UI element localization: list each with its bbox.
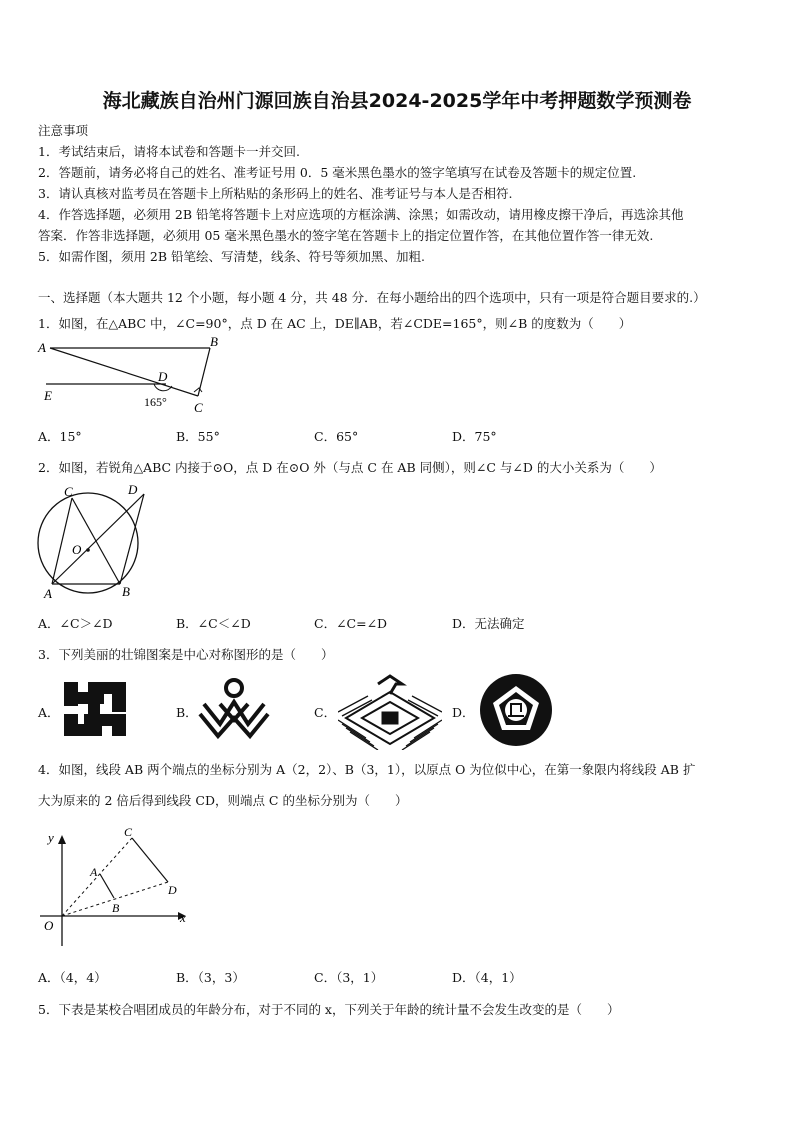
option-b: B． bbox=[176, 705, 198, 720]
label-x: x bbox=[180, 910, 186, 925]
label-a: A bbox=[44, 586, 52, 601]
option-d: D．无法确定 bbox=[452, 616, 525, 631]
note-item: 4．作答选择题，必须用 2B 铅笔将答题卡上对应选项的方框涂满、涂黑；如需改动，请用橡皮擦干净后，再选涂其他 bbox=[38, 207, 684, 222]
option-a: A． bbox=[38, 705, 60, 720]
question-3-stem: 3．下列美丽的壮锦图案是中心对称图形的是（ ） bbox=[38, 647, 334, 662]
question-1-figure bbox=[36, 334, 226, 414]
note-item: 答案．作答非选择题，必须用 05 毫米黑色墨水的签字笔在答题卡上的指定位置作答，在其他位置作答一律无效. bbox=[38, 228, 654, 243]
note-item: 5．如需作图，须用 2B 铅笔绘、写清楚，线条、符号等须加黑、加粗. bbox=[38, 249, 426, 264]
notes-heading: 注意事项 bbox=[38, 123, 89, 138]
section-heading: 一、选择题（本大题共 12 个小题，每小题 4 分，共 48 分．在每小题给出的四个选项中，只有一项是符合题目要求的.） bbox=[38, 290, 706, 305]
label-y: y bbox=[48, 830, 54, 845]
question-4-stem-line2: 大为原来的 2 倍后得到线段 CD，则端点 C 的坐标分别为（ ） bbox=[38, 793, 408, 808]
question-4-figure bbox=[36, 822, 196, 950]
label-d: D bbox=[168, 883, 177, 897]
label-d: D bbox=[158, 369, 168, 384]
question-2-figure bbox=[32, 480, 152, 602]
option-d: D． bbox=[452, 705, 475, 720]
label-b: B bbox=[122, 584, 130, 599]
label-o: O bbox=[44, 918, 54, 933]
label-o: O bbox=[72, 542, 82, 557]
option-b: B．（3，3） bbox=[176, 970, 245, 985]
label-a: A bbox=[38, 340, 46, 355]
option-b: B．55° bbox=[176, 429, 220, 444]
option-a: A．（4，4） bbox=[38, 970, 107, 985]
pattern-b-image bbox=[196, 674, 272, 740]
question-4-stem-line1: 4．如图，线段 AB 两个端点的坐标分别为 A（2，2）、B（3，1），以原点 O 为位似中心，在第一象限内将线段 AB 扩 bbox=[38, 762, 696, 777]
option-c: C．∠C=∠D bbox=[314, 616, 388, 631]
question-5-stem: 5．下表是某校合唱团成员的年龄分布，对于不同的 x，下列关于年龄的统计量不会发生改变的是（ ） bbox=[38, 1002, 620, 1017]
label-c: C bbox=[124, 825, 133, 839]
question-2-stem: 2．如图，若锐角△ABC 内接于⊙O，点 D 在⊙O 外（与点 C 在 AB 同侧），则∠C 与∠D 的大小关系为（ ） bbox=[38, 460, 662, 475]
label-e: E bbox=[44, 388, 52, 403]
option-b: B．∠C＜∠D bbox=[176, 616, 251, 631]
option-d: D．75° bbox=[452, 429, 497, 444]
label-c: C bbox=[194, 400, 203, 414]
pattern-c-image bbox=[338, 672, 442, 750]
note-item: 2．答题前，请务必将自己的姓名、准考证号用 0．5 毫米黑色墨水的签字笔填写在试卷及答题卡的规定位置. bbox=[38, 165, 637, 180]
option-c: C． bbox=[314, 705, 337, 720]
option-c: C．（3，1） bbox=[314, 970, 384, 985]
pattern-a-image bbox=[60, 678, 130, 740]
label-b: B bbox=[112, 901, 120, 915]
option-c: C．65° bbox=[314, 429, 359, 444]
label-d: D bbox=[128, 482, 138, 497]
question-1-stem: 1．如图，在△ABC 中，∠C=90°，点 D 在 AC 上，DE∥AB，若∠CDE=165°，则∠B 的度数为（ ） bbox=[38, 316, 632, 331]
label-a: A bbox=[90, 865, 98, 879]
note-item: 1．考试结束后，请将本试卷和答题卡一并交回. bbox=[38, 144, 300, 159]
option-a: A．15° bbox=[38, 429, 82, 444]
option-a: A．∠C＞∠D bbox=[38, 616, 113, 631]
note-item: 3．请认真核对监考员在答题卡上所粘贴的条形码上的姓名、准考证号与本人是否相符. bbox=[38, 186, 513, 201]
page-title: 海北藏族自治州门源回族自治县2024-2025学年中考押题数学预测卷 bbox=[102, 90, 692, 112]
pattern-d-image bbox=[478, 672, 554, 748]
label-b: B bbox=[210, 334, 218, 349]
label-c: C bbox=[64, 484, 73, 499]
angle-label: 165° bbox=[144, 395, 167, 409]
option-d: D．（4，1） bbox=[452, 970, 522, 985]
